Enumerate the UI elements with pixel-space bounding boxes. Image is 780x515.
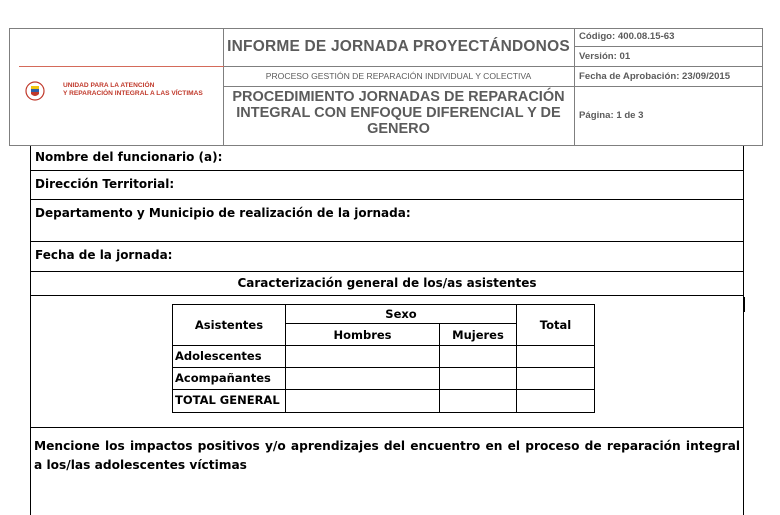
coat-of-arms-icon xyxy=(25,81,45,101)
header-right-rule-2 xyxy=(574,66,763,67)
approval-date: Fecha de Aprobación: 23/09/2015 xyxy=(579,71,731,82)
row-location[interactable] xyxy=(31,200,743,242)
header-mid-rule-2 xyxy=(223,86,574,87)
cell-adolescents-total[interactable] xyxy=(516,345,595,368)
document-code: Código: 400.08.15-63 xyxy=(579,31,675,42)
header-right-rule-3 xyxy=(574,86,763,87)
cell-total-women[interactable] xyxy=(439,389,517,413)
procedure-line1: PROCEDIMIENTO JORNADAS DE REPARACIÓN xyxy=(232,89,565,105)
row-label-companions: Acompañantes xyxy=(172,367,286,390)
location-label: Departamento y Municipio de realización de la jornada: xyxy=(35,206,411,220)
logo-text-line1: UNIDAD PARA LA ATENCIÓN xyxy=(63,82,155,89)
process-name: PROCESO GESTIÓN DE REPARACIÓN INDIVIDUAL Y COLECTIVA xyxy=(265,71,532,81)
col-header-men: Hombres xyxy=(285,323,440,346)
header-border-left xyxy=(9,28,10,146)
organization-logo xyxy=(21,78,231,106)
row-label-grand-total: TOTAL GENERAL xyxy=(172,389,286,413)
report-title: INFORME DE JORNADA PROYECTÁNDONOS xyxy=(227,38,570,55)
territorial-label: Dirección Territorial: xyxy=(35,177,175,191)
col-header-attendees: Asistentes xyxy=(172,304,286,346)
date-label: Fecha de la jornada: xyxy=(35,248,173,262)
row-date[interactable] xyxy=(31,242,743,272)
procedure-line3: GENERO xyxy=(367,121,430,137)
cell-adolescents-men[interactable] xyxy=(285,345,440,368)
cell-total-men[interactable] xyxy=(285,389,440,413)
cell-total-total[interactable] xyxy=(516,389,595,413)
col-header-sex: Sexo xyxy=(285,304,517,324)
header-mid-rule-1 xyxy=(223,66,574,67)
document-version: Versión: 01 xyxy=(579,51,631,62)
section-title: Caracterización general de los/as asistentes xyxy=(237,276,537,290)
row-label-adolescents: Adolescentes xyxy=(172,345,286,368)
cell-companions-men[interactable] xyxy=(285,367,440,390)
official-name-label: Nombre del funcionario (a): xyxy=(35,150,223,164)
row-territorial[interactable] xyxy=(31,171,743,200)
impacts-question: Mencione los impactos positivos y/o aprendizajes del encuentro en el proceso de reparación integral a los/las adolescentes víctimas xyxy=(34,439,740,472)
row-section-title xyxy=(31,272,743,296)
cell-companions-total[interactable] xyxy=(516,367,595,390)
col-header-women: Mujeres xyxy=(439,323,517,346)
cell-companions-women[interactable] xyxy=(439,367,517,390)
header-right-rule-1 xyxy=(574,46,763,47)
logo-text-line2: Y REPARACIÓN INTEGRAL A LAS VÍCTIMAS xyxy=(63,89,203,97)
logo-rule xyxy=(19,66,224,67)
cell-adolescents-women[interactable] xyxy=(439,345,517,368)
procedure-title xyxy=(223,89,574,137)
logo-text xyxy=(63,82,203,97)
col-header-total: Total xyxy=(516,304,595,346)
row-official-name[interactable] xyxy=(31,146,743,171)
procedure-line2: INTEGRAL CON ENFOQUE DIFERENCIAL Y DE xyxy=(236,105,561,121)
text-cursor xyxy=(744,297,745,312)
document-header xyxy=(9,28,763,146)
header-border-top xyxy=(9,28,763,29)
page-number: Página: 1 de 3 xyxy=(579,110,644,121)
